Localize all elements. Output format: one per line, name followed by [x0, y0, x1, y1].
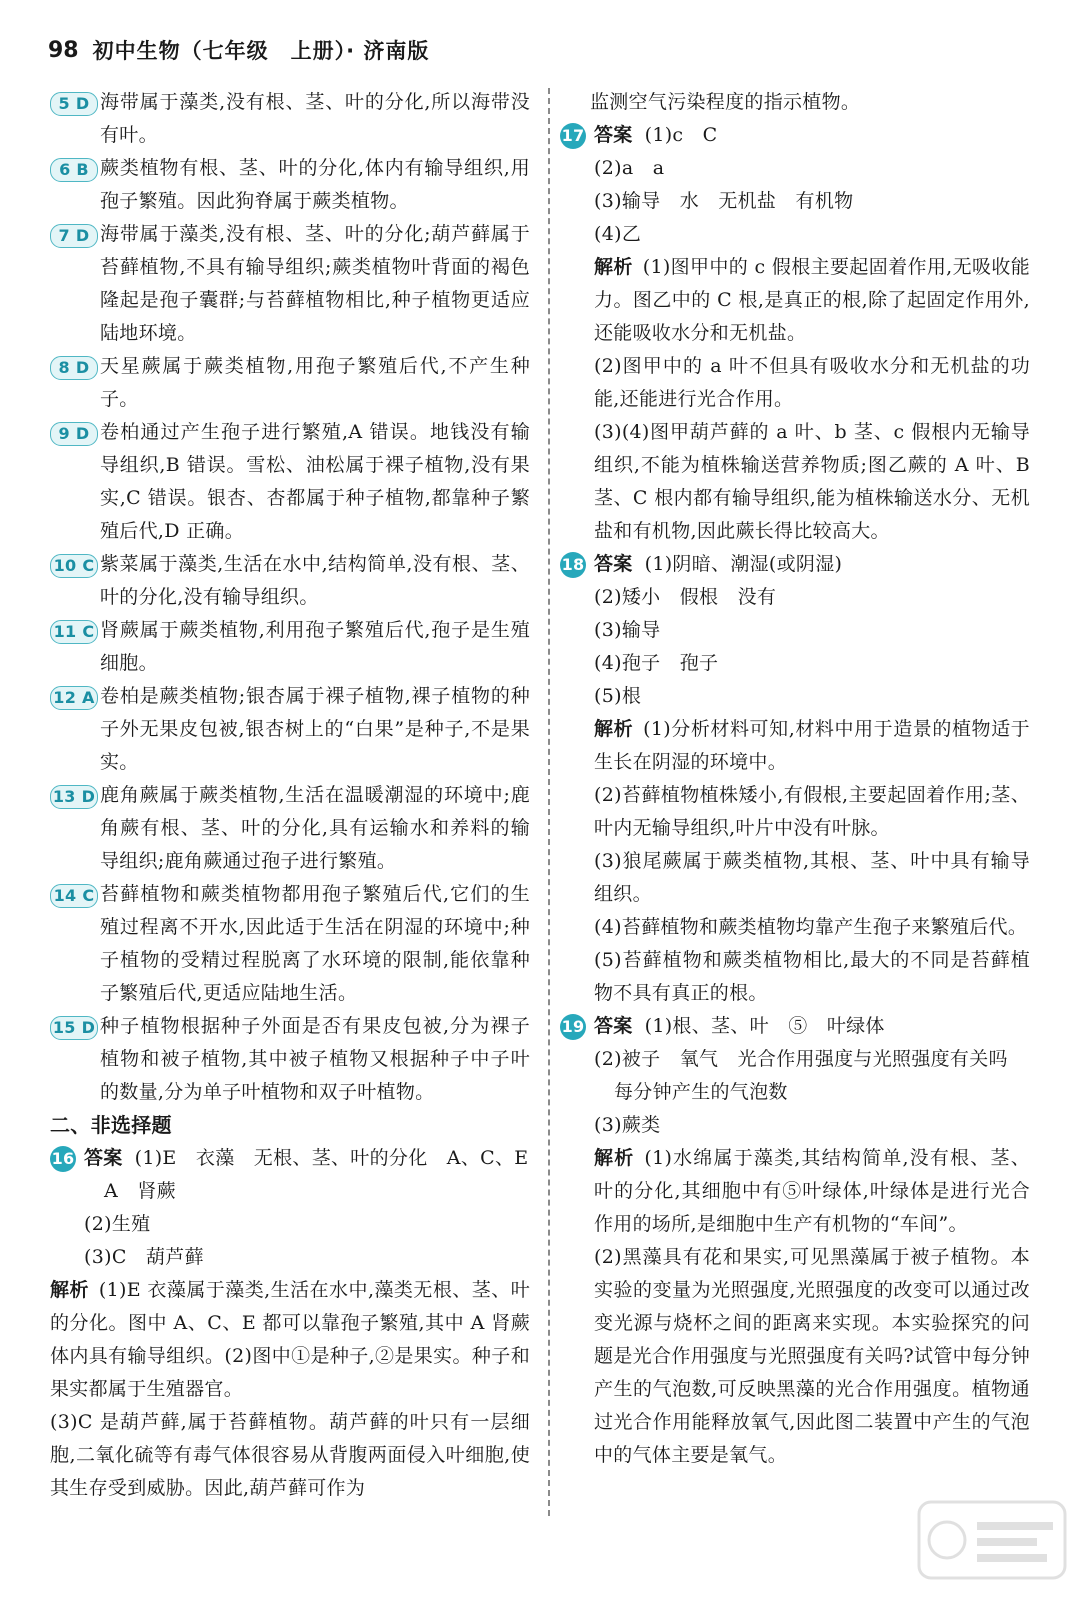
- answer-text: (3)输导 水 无机盐 有机物: [594, 190, 854, 212]
- answer-text: (1)E 衣藻 无根、茎、叶的分化 A、C、E: [134, 1147, 529, 1169]
- answer-badge: 15 D: [50, 1016, 98, 1040]
- answer-label: 答案: [594, 124, 633, 146]
- answer-item-13: [50, 779, 530, 878]
- question-16-analysis: [50, 1274, 530, 1406]
- answer-item-7: [50, 218, 530, 350]
- explanation-text: 苔藓植物和蕨类植物都用孢子繁殖后代,它们的生殖过程离不开水,因此适于生活在阴湿的环境中;种子植物的受精过程脱离了水环境的限制,能依靠种子繁殖后代,更适应陆地生活。: [100, 883, 530, 1004]
- explanation-text: 蕨类植物有根、茎、叶的分化,体内有输导组织,用孢子繁殖。因此狗脊属于蕨类植物。: [100, 157, 530, 212]
- right-column: [560, 86, 1037, 1472]
- question-19: [560, 1010, 1030, 1472]
- question-16: [50, 1142, 530, 1274]
- answer-text: (4)乙: [594, 223, 642, 245]
- answer-item-8: [50, 350, 530, 416]
- answer-item-12: [50, 680, 530, 779]
- section-title: 二、非选择题: [50, 1113, 172, 1137]
- answer-text: (3)输导: [594, 619, 661, 641]
- explanation-text: 天星蕨属于蕨类植物,用孢子繁殖后代,不产生种子。: [100, 355, 530, 410]
- answer-text: (1)根、茎、叶 ⑤ 叶绿体: [644, 1015, 885, 1037]
- question-number: 19: [560, 1014, 586, 1040]
- analysis-text: (1)E 衣藻属于藻类,生活在水中,藻类无根、茎、叶的分化。图中 A、C、E 都可以靠孢子繁殖,其中 A 肾蕨体内具有输导组织。(2)图中①是种子,②是果实。种子和果实都属于生殖器官。: [50, 1279, 530, 1400]
- question-18: [560, 548, 1030, 1010]
- answer-badge: 13 D: [50, 785, 98, 809]
- analysis-text: (1)分析材料可知,材料中用于造景的植物适于生长在阴湿的环境中。: [594, 718, 1030, 773]
- answer-text: (5)根: [594, 685, 642, 707]
- answer-item-10: [50, 548, 530, 614]
- explanation-text: 海带属于藻类,没有根、茎、叶的分化,所以海带没有叶。: [100, 91, 530, 146]
- answer-badge: 9 D: [50, 422, 98, 446]
- answer-badge: 11 C: [50, 620, 98, 644]
- answer-text: (2)矮小 假根 没有: [594, 586, 777, 608]
- analysis-text: (3)(4)图甲葫芦藓的 a 叶、b 茎、c 假根内无输导组织,不能为植株输送营养物质;图乙蕨的 A 叶、B 茎、C 根内都有输导组织,能为植株输送水分、无机盐和有机物,因此蕨长得比较高大。: [594, 421, 1037, 542]
- analysis-text: (2)苔藓植物植株矮小,有假根,主要起固着作用;茎、叶内无输导组织,叶片中没有叶脉。: [594, 784, 1030, 839]
- page-number: 98: [48, 37, 79, 63]
- book-title: 初中生物（七年级 上册）· 济南版: [92, 39, 430, 63]
- analysis-text: (3)狼尾蕨属于蕨类植物,其根、茎、叶中具有输导组织。: [594, 850, 1030, 905]
- explanation-text: 肾蕨属于蕨类植物,利用孢子繁殖后代,孢子是生殖细胞。: [100, 619, 530, 674]
- explanation-text: 种子植物根据种子外面是否有果皮包被,分为裸子植物和被子植物,其中被子植物又根据种子中子叶的数量,分为单子叶植物和双子叶植物。: [100, 1015, 530, 1103]
- answer-item-9: [50, 416, 530, 548]
- answer-badge: 7 D: [50, 224, 98, 248]
- answer-badge: 14 C: [50, 884, 98, 908]
- answer-badge: 6 B: [50, 158, 98, 182]
- answer-item-5: [50, 86, 530, 152]
- question-17: [560, 119, 1037, 548]
- answer-text: (3)蕨类: [594, 1114, 661, 1136]
- analysis-text: (2)黑藻具有花和果实,可见黑藻属于被子植物。本实验的变量为光照强度,光照强度的改变可以通过改变光源与烧杯之间的距离来实现。本实验探究的问题是光合作用强度与光照强度有关吗?试管中每分钟产生的气泡数,可反映黑藻的光合作用强度。植物通过光合作用能释放氧气,因此图二装置中产生的气泡中的气体主要是氧气。: [594, 1246, 1030, 1466]
- explanation-text: 鹿角蕨属于蕨类植物,生活在温暖潮湿的环境中;鹿角蕨有根、茎、叶的分化,具有运输水和养料的输导组织;鹿角蕨通过孢子进行繁殖。: [100, 784, 530, 872]
- answer-text: (4)孢子 孢子: [594, 652, 719, 674]
- answer-item-15: [50, 1010, 530, 1109]
- answer-text: 每分钟产生的气泡数: [614, 1081, 788, 1103]
- explanation-text: 紫菜属于藻类,生活在水中,结构简单,没有根、茎、叶的分化,没有输导组织。: [100, 553, 530, 608]
- answer-badge: 5 D: [50, 92, 98, 116]
- answer-text: A 肾蕨: [104, 1180, 176, 1202]
- answer-label: 答案: [84, 1147, 123, 1169]
- answer-text: (1)阴暗、潮湿(或阴湿): [644, 553, 843, 575]
- answer-item-11: [50, 614, 530, 680]
- analysis-text: (4)苔藓植物和蕨类植物均靠产生孢子来繁殖后代。: [594, 916, 1028, 938]
- analysis-text: (5)苔藓植物和蕨类植物相比,最大的不同是苔藓植物不具有真正的根。: [594, 949, 1030, 1004]
- analysis-label: 解析: [594, 256, 633, 278]
- answer-badge: 12 A: [50, 686, 98, 710]
- analysis-text: (3)C 是葫芦藓,属于苔藓植物。葫芦藓的叶只有一层细胞,二氧化硫等有毒气体很容易从背腹两面侵入叶细胞,使其生存受到威胁。因此,葫芦藓可作为: [50, 1411, 530, 1499]
- explanation-text: 卷柏是蕨类植物;银杏属于裸子植物,裸子植物的种子外无果皮包被,银杏树上的“白果”是种子,不是果实。: [100, 685, 530, 773]
- analysis-text: 监测空气污染程度的指示植物。: [590, 91, 861, 113]
- answer-item-6: [50, 152, 530, 218]
- answer-text: (2)被子 氧气 光合作用强度与光照强度有关吗: [594, 1048, 1008, 1070]
- explanation-text: 卷柏通过产生孢子进行繁殖,A 错误。地钱没有输导组织,B 错误。雪松、油松属于裸子植物,没有果实,C 错误。银杏、杏都属于种子植物,都靠种子繁殖后代,D 正确。: [100, 421, 530, 542]
- answer-text: (2)生殖: [84, 1213, 151, 1235]
- answer-item-14: [50, 878, 530, 1010]
- explanation-text: 海带属于藻类,没有根、茎、叶的分化;葫芦藓属于苔藓植物,不具有输导组织;蕨类植物叶背面的褐色隆起是孢子囊群;与苔藓植物相比,种子植物更适应陆地环境。: [100, 223, 530, 344]
- answer-text: (1)c C: [644, 124, 718, 146]
- analysis-label: 解析: [594, 718, 634, 740]
- question-number: 16: [50, 1146, 76, 1172]
- question-number: 17: [560, 123, 586, 149]
- analysis-text: (2)图甲中的 a 叶不但具有吸收水分和无机盐的功能,还能进行光合作用。: [594, 355, 1030, 410]
- watermark-logo: [917, 1500, 1067, 1580]
- answer-text: (3)C 葫芦藓: [84, 1246, 204, 1268]
- answer-label: 答案: [594, 553, 633, 575]
- analysis-label: 解析: [50, 1279, 89, 1301]
- analysis-text: (1)水绵属于藻类,其结构简单,没有根、茎、叶的分化,其细胞中有⑤叶绿体,叶绿体是进行光合作用的场所,是细胞中生产有机物的“车间”。: [594, 1147, 1030, 1235]
- page-header: [48, 30, 429, 70]
- answer-text: (2)a a: [594, 157, 665, 179]
- answer-badge: 8 D: [50, 356, 98, 380]
- column-divider: [548, 88, 550, 1516]
- analysis-text: (1)图甲中的 c 假根主要起固着作用,无吸收能力。图乙中的 C 根,是真正的根,除了起固定作用外,还能吸收水分和无机盐。: [594, 256, 1031, 344]
- answer-badge: 10 C: [50, 554, 98, 578]
- analysis-label: 解析: [594, 1147, 635, 1169]
- question-number: 18: [560, 552, 586, 578]
- answer-label: 答案: [594, 1015, 633, 1037]
- left-column: [50, 86, 530, 1505]
